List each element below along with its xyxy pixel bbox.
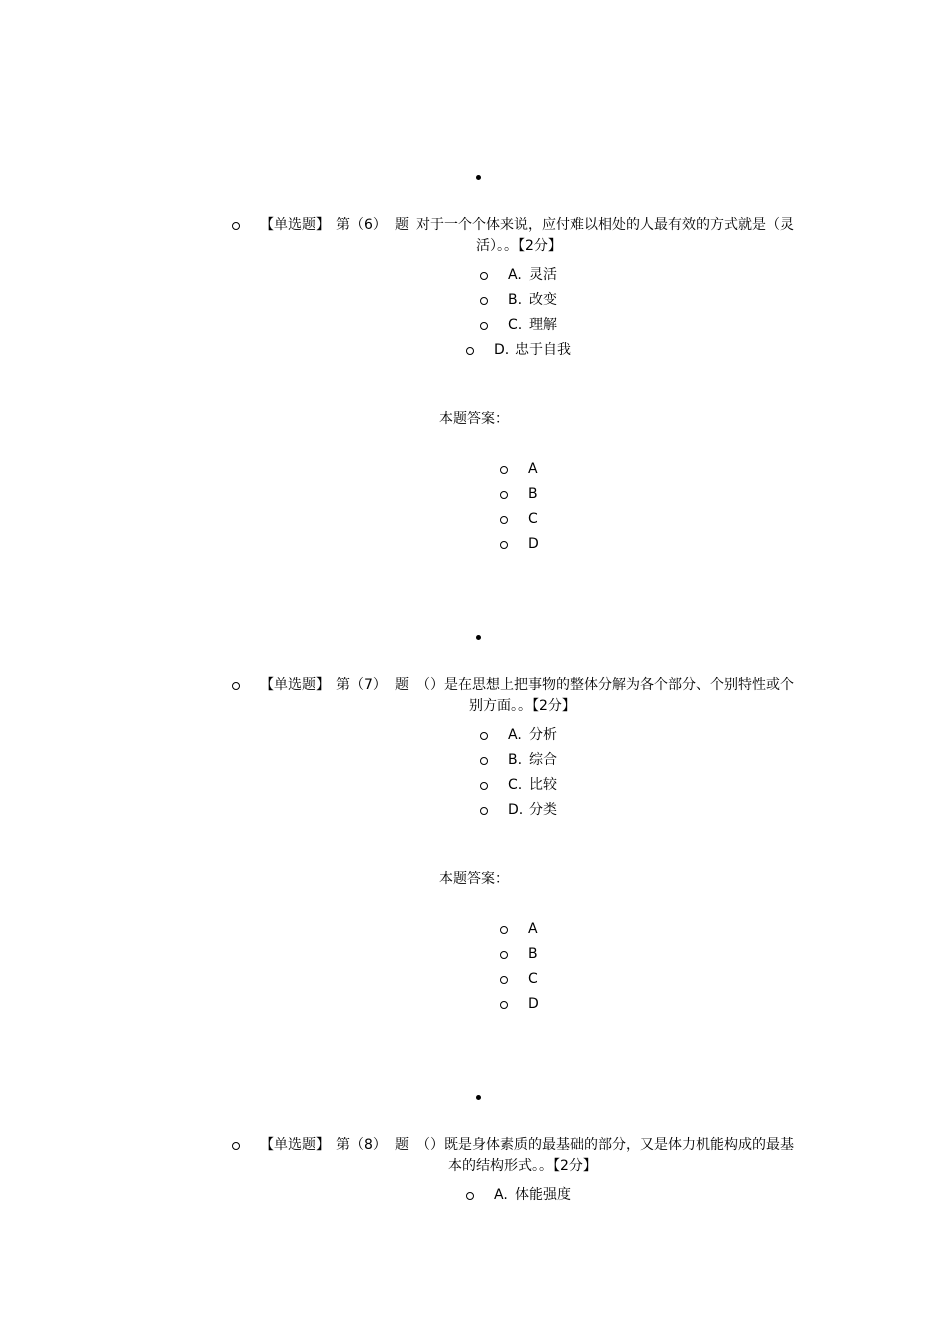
question-stem: 对于一个个体来说，应付难以相处的人最有效的方式就是（灵	[416, 217, 794, 233]
question-stem: （）既是身体素质的最基础的部分，又是体力机能构成的最基	[416, 1137, 794, 1153]
option-b-text: 综合	[529, 752, 557, 768]
question-type: 【单选题】	[260, 677, 330, 693]
answer-label: 本题答案：	[439, 411, 509, 427]
option-d-letter: D.	[508, 802, 524, 818]
answer-c: C	[528, 511, 538, 527]
option-a-text: 分析	[529, 727, 557, 743]
option-b-letter: B.	[508, 292, 523, 308]
option-b-letter: B.	[508, 752, 523, 768]
question-number: 第（6）	[336, 217, 387, 233]
answer-radio-c[interactable]	[500, 976, 508, 984]
option-c-text: 理解	[529, 317, 557, 333]
answer-d: D	[528, 536, 539, 552]
option-a-letter: A.	[494, 1187, 508, 1203]
option-radio-d[interactable]	[480, 807, 488, 815]
question-stem-cont: 活）。。【2分】	[476, 238, 562, 254]
option-radio-b[interactable]	[480, 297, 488, 305]
option-radio-a[interactable]	[480, 272, 488, 280]
answer-radio-a[interactable]	[500, 926, 508, 934]
answer-d: D	[528, 996, 539, 1012]
option-radio-c[interactable]	[480, 782, 488, 790]
answer-radio-d[interactable]	[500, 1001, 508, 1009]
answer-b: B	[528, 946, 538, 962]
option-radio-c[interactable]	[480, 322, 488, 330]
question-ti: 题	[395, 677, 409, 693]
answer-radio-c[interactable]	[500, 516, 508, 524]
list-bullet	[476, 635, 481, 640]
option-a-letter: A.	[508, 727, 522, 743]
option-d-letter: D.	[494, 342, 510, 358]
question-marker	[232, 682, 240, 690]
question-type: 【单选题】	[260, 1137, 330, 1153]
answer-b: B	[528, 486, 538, 502]
answer-radio-b[interactable]	[500, 491, 508, 499]
answer-label: 本题答案：	[439, 871, 509, 887]
question-stem: （）是在思想上把事物的整体分解为各个部分、个别特性或个	[416, 677, 794, 693]
option-radio-a[interactable]	[466, 1192, 474, 1200]
option-radio-d[interactable]	[466, 347, 474, 355]
list-bullet	[476, 1095, 481, 1100]
option-c-letter: C.	[508, 777, 523, 793]
option-c-letter: C.	[508, 317, 523, 333]
option-radio-b[interactable]	[480, 757, 488, 765]
option-c-text: 比较	[529, 777, 557, 793]
option-a-text: 体能强度	[515, 1187, 571, 1203]
option-a-text: 灵活	[529, 267, 557, 283]
answer-radio-b[interactable]	[500, 951, 508, 959]
option-d-text: 忠于自我	[515, 342, 571, 358]
question-type: 【单选题】	[260, 217, 330, 233]
question-number: 第（8）	[336, 1137, 387, 1153]
question-stem-cont: 本的结构形式。。【2分】	[448, 1158, 597, 1174]
answer-a: A	[528, 461, 538, 477]
option-a-letter: A.	[508, 267, 522, 283]
question-ti: 题	[395, 217, 409, 233]
answer-a: A	[528, 921, 538, 937]
answer-radio-d[interactable]	[500, 541, 508, 549]
answer-radio-a[interactable]	[500, 466, 508, 474]
option-d-text: 分类	[529, 802, 557, 818]
list-bullet	[476, 175, 481, 180]
question-ti: 题	[395, 1137, 409, 1153]
question-number: 第（7）	[336, 677, 387, 693]
option-radio-a[interactable]	[480, 732, 488, 740]
answer-c: C	[528, 971, 538, 987]
option-b-text: 改变	[529, 292, 557, 308]
question-stem-cont: 别方面。。【2分】	[469, 698, 576, 714]
question-marker	[232, 1142, 240, 1150]
question-marker	[232, 222, 240, 230]
